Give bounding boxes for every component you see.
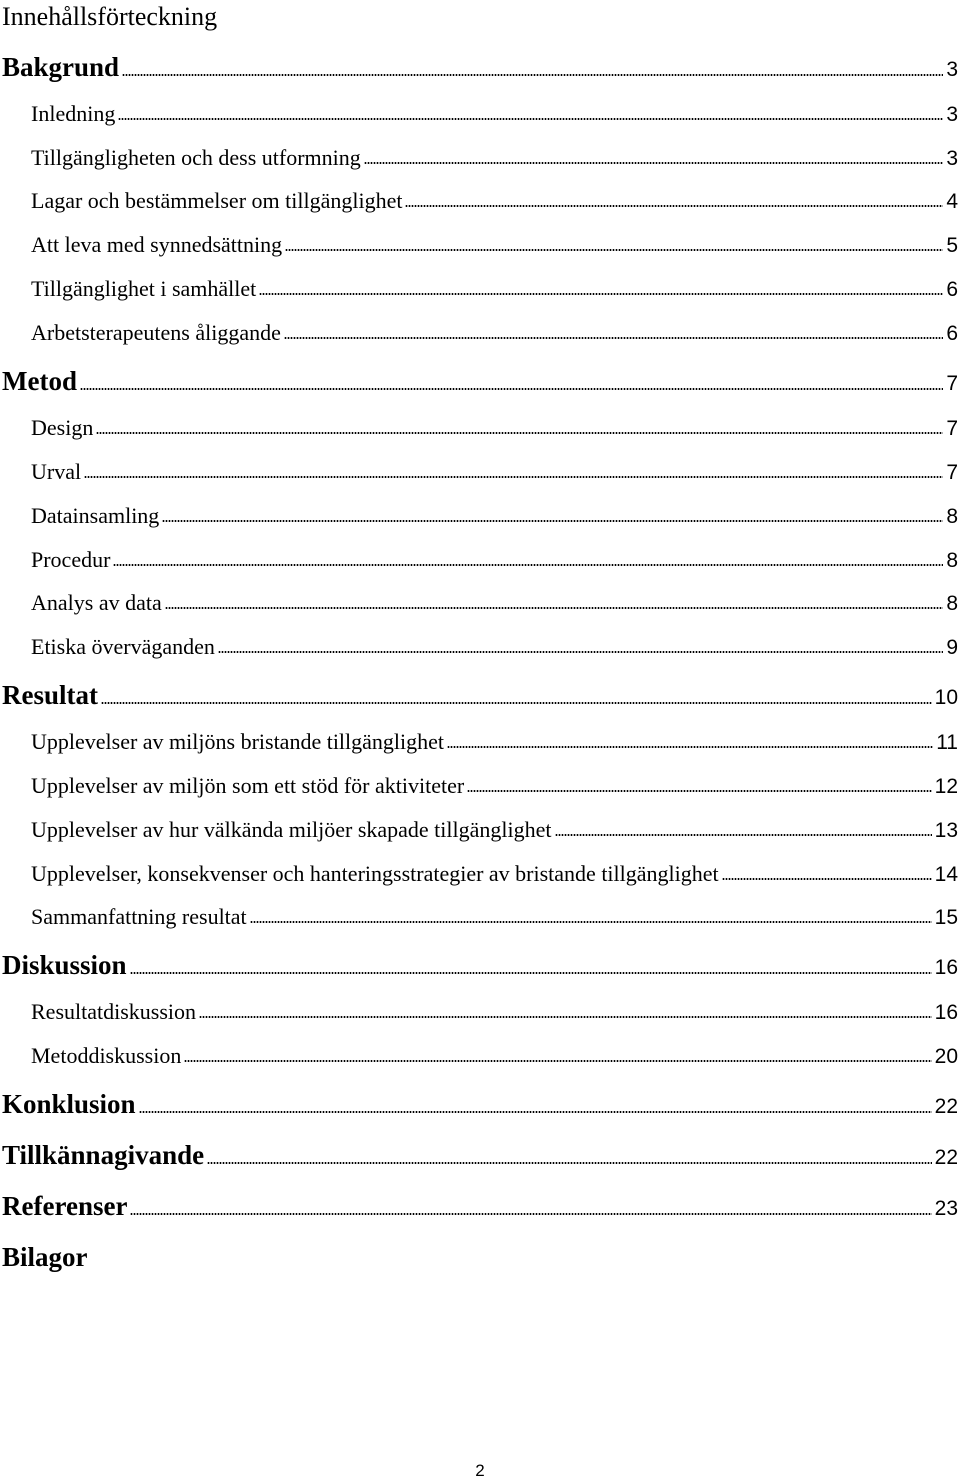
toc-entry-label: Resultatdiskussion <box>31 999 197 1024</box>
toc-entry-page: 16 <box>934 1001 958 1024</box>
toc-entry-sammanfattning[interactable] <box>0 904 958 930</box>
toc-entry-label: Upplevelser av miljön som ett stöd för aktiviteter <box>31 773 465 798</box>
toc-entry-upplevelser-bristande[interactable] <box>0 729 958 755</box>
toc-entry-upplevelser-konsekvenser[interactable] <box>0 861 958 887</box>
toc-entry-label: Inledning <box>31 101 116 126</box>
toc-entry-page: 23 <box>934 1197 958 1220</box>
toc-entry-label: Procedur <box>31 547 111 572</box>
toc-entry-page: 3 <box>946 58 958 81</box>
toc-entry-label: Resultat <box>2 680 98 710</box>
dot-leader <box>184 1059 931 1063</box>
toc-entry-urval[interactable] <box>0 459 958 485</box>
toc-entry-datainsamling[interactable] <box>0 503 958 529</box>
dot-leader <box>405 204 943 208</box>
toc-entry-page: 22 <box>934 1095 958 1118</box>
dot-leader <box>467 789 931 793</box>
dot-leader <box>447 745 933 749</box>
dot-leader <box>113 563 943 567</box>
dot-leader <box>250 920 932 924</box>
dot-leader <box>284 336 943 340</box>
toc-entry-page: 9 <box>946 636 958 659</box>
toc-entry-label: Urval <box>31 459 82 484</box>
toc-entry-page: 8 <box>946 505 958 528</box>
toc-entry-page: 13 <box>934 819 958 842</box>
toc-entry-label: Upplevelser, konsekvenser och hanteringsstrategier av bristande tillgänglighet <box>31 861 719 886</box>
toc-entry-label: Upplevelser av hur välkända miljöer skapade tillgänglighet <box>31 817 552 842</box>
toc-entry-upplevelser-valkanda[interactable] <box>0 817 958 843</box>
toc-entry-label: Sammanfattning resultat <box>31 904 247 929</box>
toc-entry-label: Datainsamling <box>31 503 160 528</box>
dot-leader <box>259 292 943 296</box>
toc-entry-page: 6 <box>946 322 958 345</box>
toc-entry-label: Tillgängligheten och dess utformning <box>31 145 361 170</box>
toc-entry-label: Analys av data <box>31 590 162 615</box>
toc-entry-page: 12 <box>934 775 958 798</box>
toc-entry-page: 3 <box>946 147 958 170</box>
toc-entry-metod[interactable] <box>0 366 958 397</box>
dot-leader <box>218 650 943 654</box>
toc-entry-lagar[interactable] <box>0 188 958 214</box>
dot-leader <box>199 1015 932 1019</box>
toc-entry-label: Design <box>31 415 94 440</box>
toc-entry-procedur[interactable] <box>0 547 958 573</box>
toc-entry-page: 20 <box>934 1045 958 1068</box>
toc-entry-page: 4 <box>946 190 958 213</box>
toc-entry-metoddiskussion[interactable] <box>0 1043 958 1069</box>
toc-entry-inledning[interactable] <box>0 101 958 127</box>
toc-entry-diskussion[interactable] <box>0 950 958 981</box>
toc-entry-page: 10 <box>934 686 958 709</box>
toc-entry-page: 7 <box>946 417 958 440</box>
toc-entry-label: Metoddiskussion <box>31 1043 182 1068</box>
toc-entry-label: Arbetsterapeutens åliggande <box>31 320 281 345</box>
toc-entry-konklusion[interactable] <box>0 1089 958 1120</box>
toc-entry-analys[interactable] <box>0 590 958 616</box>
toc-entry-etiska[interactable] <box>0 634 958 660</box>
toc-entry-page: 8 <box>946 592 958 615</box>
toc-entry-arbetsterapeutens[interactable] <box>0 320 958 346</box>
toc-entry-resultat[interactable] <box>0 680 958 711</box>
dot-leader <box>555 833 932 837</box>
toc-entry-label: Konklusion <box>2 1089 136 1119</box>
toc-entry-samhallet[interactable] <box>0 276 958 302</box>
toc-entry-upplevelser-stod[interactable] <box>0 773 958 799</box>
dot-leader <box>80 387 943 391</box>
toc-entry-page: 16 <box>934 956 958 979</box>
toc-entry-page: 15 <box>934 906 958 929</box>
toc-entry-page: 6 <box>946 278 958 301</box>
toc-entry-label: Att leva med synnedsättning <box>31 232 283 257</box>
toc-entry-label: Metod <box>2 366 77 396</box>
dot-leader <box>162 519 943 523</box>
dot-leader <box>722 877 932 881</box>
toc-entry-design[interactable] <box>0 415 958 441</box>
dot-leader <box>165 606 944 610</box>
dot-leader <box>207 1161 932 1165</box>
toc-entry-page: 3 <box>946 103 958 126</box>
toc-entry-tillkannagivande[interactable] <box>0 1140 958 1171</box>
toc-entry-bilagor[interactable] <box>0 1242 958 1273</box>
dot-leader <box>139 1110 932 1114</box>
toc-entry-page: 22 <box>934 1146 958 1169</box>
dot-leader <box>285 248 943 252</box>
toc-entry-label: Upplevelser av miljöns bristande tillgänglighet <box>31 729 445 754</box>
toc-entry-label: Referenser <box>2 1191 128 1221</box>
toc-entry-label: Bakgrund <box>2 52 120 82</box>
toc-entry-page: 14 <box>934 863 958 886</box>
toc-entry-page: 7 <box>946 372 958 395</box>
page-number: 2 <box>475 1461 485 1480</box>
toc-entry-tillgangligheten[interactable] <box>0 145 958 171</box>
toc-entry-label: Lagar och bestämmelser om tillgänglighet <box>31 188 403 213</box>
dot-leader <box>118 117 943 121</box>
toc-entry-page: 5 <box>946 234 958 257</box>
toc-entry-resultatdiskussion[interactable] <box>0 999 958 1025</box>
dot-leader <box>101 701 932 705</box>
toc-entry-label: Diskussion <box>2 950 127 980</box>
dot-leader <box>84 475 943 479</box>
dot-leader <box>130 1212 931 1216</box>
toc-entry-referenser[interactable] <box>0 1191 958 1222</box>
dot-leader <box>122 73 943 77</box>
toc-entry-page: 7 <box>946 461 958 484</box>
toc-entry-label: Bilagor <box>2 1242 88 1272</box>
dot-leader <box>96 431 943 435</box>
toc-entry-synnedsattning[interactable] <box>0 232 958 258</box>
dot-leader <box>130 971 932 975</box>
dot-leader <box>364 161 944 165</box>
toc-entry-page: 8 <box>946 549 958 572</box>
toc-entry-label: Tillkännagivande <box>2 1140 205 1170</box>
toc-entry-page: 11 <box>936 731 958 754</box>
toc-entry-label: Tillgänglighet i samhället <box>31 276 257 301</box>
toc-title: Innehållsförteckning <box>2 2 218 31</box>
toc-entry-label: Etiska överväganden <box>31 634 215 659</box>
toc-entry-bakgrund[interactable] <box>0 52 958 83</box>
